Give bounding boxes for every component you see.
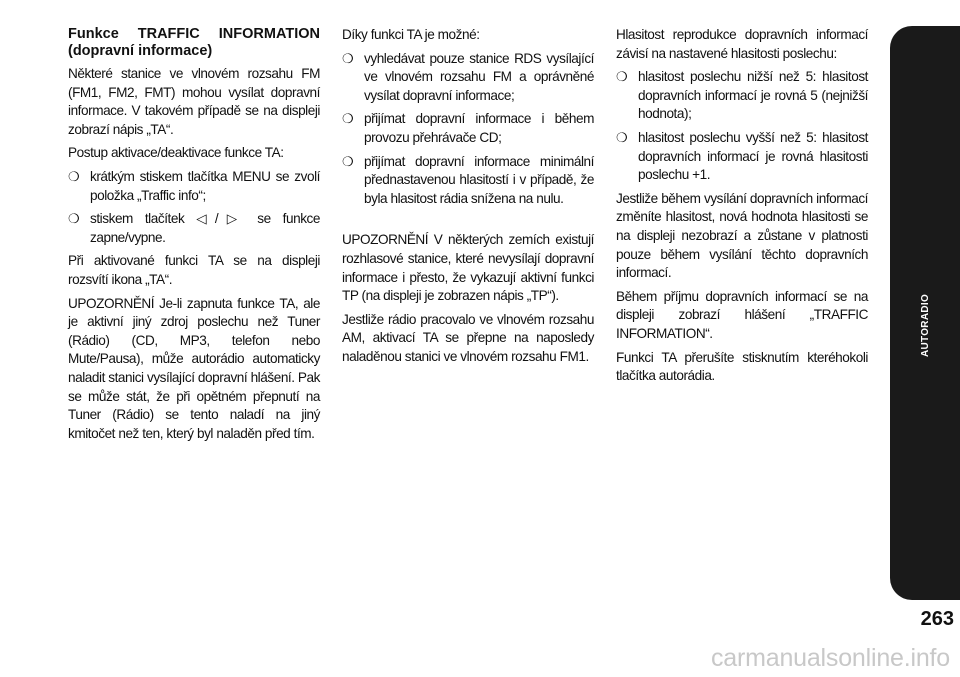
- bullet-icon: ❍: [342, 50, 354, 66]
- column-left: [68, 26, 320, 448]
- column-middle: [342, 26, 594, 372]
- paragraph: Během příjmu dopravních informací se na displeji zobrazí hlášení „TRAFFIC INFORMATION“.: [616, 288, 868, 341]
- column-right: [616, 26, 868, 391]
- paragraph: Při aktivované funkci TA se na displeji rozsvítí ikona „TA“.: [68, 253, 320, 287]
- paragraph: Některé stanice ve vlnovém rozsahu FM (FM1, FM2, FMT) mohou vysílat dopravní informace. V takovém případě se na displeji zobrazí nápis „TA“.: [68, 66, 320, 137]
- paragraph: Jestliže rádio pracovalo ve vlnovém rozsahu AM, aktivací TA se přepne na naposledy naladěnou stanici ve vlnovém rozsahu FM1.: [342, 311, 594, 364]
- bullet-icon: ❍: [342, 153, 354, 169]
- list-item: [68, 210, 320, 247]
- list-item: [342, 153, 594, 209]
- watermark: carmanualsonline.info: [710, 644, 950, 672]
- bullet-icon: ❍: [616, 69, 628, 85]
- paragraph: Hlasitost reprodukce dopravních informací závisí na nastavené hlasitosti poslechu:: [616, 27, 868, 61]
- side-tab-text: AUTORADIO: [920, 293, 932, 357]
- list-item: [616, 129, 868, 185]
- list-item: [68, 168, 320, 205]
- page-number: 263: [920, 608, 954, 630]
- spacer: [342, 213, 594, 231]
- bullet-icon: ❍: [68, 211, 80, 227]
- section-heading: Funkce TRAFFIC INFORMATION (dopravní informace): [68, 26, 320, 59]
- paragraph: Díky funkci TA je možné:: [342, 27, 480, 42]
- list-item-text: přijímat dopravní informace i během provozu přehrávače CD;: [364, 111, 594, 145]
- bullet-icon: ❍: [616, 129, 628, 145]
- list-item-text: krátkým stiskem tlačítka MENU se zvolí položka „Traffic info“;: [90, 168, 320, 203]
- paragraph: Funkci TA přerušíte stisknutím kteréhokoli tlačítka autorádia.: [616, 349, 868, 384]
- warning-paragraph: UPOZORNĚNÍ Je-li zapnuta funkce TA, ale je aktivní jiný zdroj poslechu než Tuner (Rádio) (CD, MP3, telefon nebo Mute/Pausa), může autorádio automaticky naladit stanici vysílající dopravní hlášení. Pak se může stát, že při opětném přepnutí na Tuner (Rádio) se tento naladí na jiný kmitočet než ten, který byl naladěn před tím.: [68, 295, 320, 441]
- list-item: [342, 50, 594, 106]
- warning-paragraph: UPOZORNĚNÍ V některých zemích existují rozhlasové stanice, které nevysílají dopravní informace i přesto, že vykazují aktivní funkci TP (na displeji je zobrazen nápis „TP“).: [342, 232, 594, 304]
- list-item-text: vyhledávat pouze stanice RDS vysílající ve vlnovém rozsahu FM a oprávněné vysílat dopravní informace;: [364, 50, 594, 103]
- list-item-text: hlasitost poslechu nižší než 5: hlasitost dopravních informací je rovná 5 (nejnižší hodnota);: [638, 69, 868, 122]
- list-item-text: přijímat dopravní informace minimální přednastavenou hlasitostí i v případě, že byla hlasitost rádia snížena na nulu.: [364, 153, 594, 206]
- bullet-icon: ❍: [342, 111, 354, 127]
- list-item: [342, 110, 594, 147]
- list-item-text: stiskem tlačítek ◁/▷ se funkce zapne/vypne.: [90, 211, 320, 245]
- bullet-icon: ❍: [68, 168, 80, 184]
- side-tab-label: [916, 280, 936, 370]
- paragraph: Jestliže během vysílání dopravních informací změníte hlasitost, nová hodnota hlasitosti se na displeji nezobrazí a zůstane v platnosti pouze během vysílání těchto dopravních informací.: [616, 190, 868, 281]
- paragraph: Postup aktivace/deaktivace funkce TA:: [68, 145, 284, 161]
- list-item: [616, 68, 868, 124]
- list-item-text: hlasitost poslechu vyšší než 5: hlasitost dopravních informací je rovná hlasitosti poslechu +1.: [638, 129, 868, 183]
